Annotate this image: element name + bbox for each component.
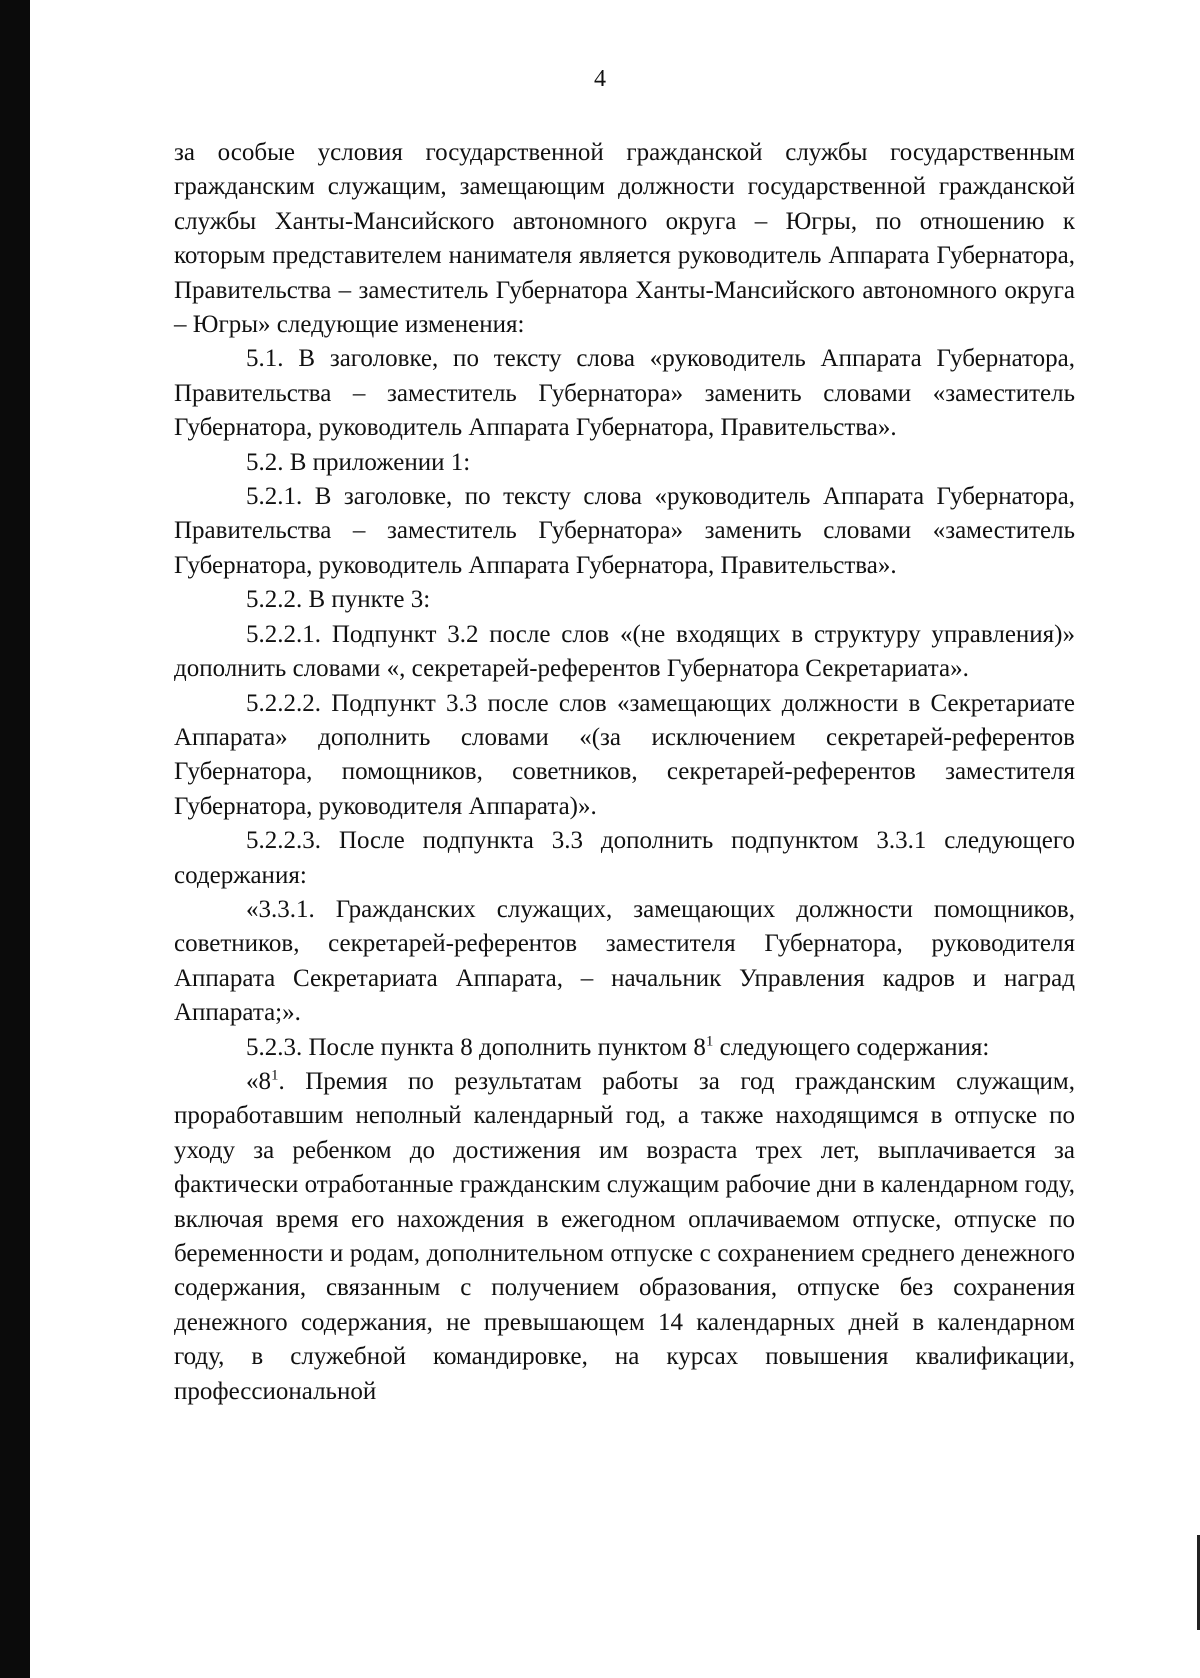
clause-5-2-2-2: 5.2.2.2. Подпункт 3.3 после слов «замещающих должности в Секретариате Аппарата» дополнить словами «(за исключением секретарей-референтов Губернатора, помощников, советников, секретарей-референтов заместителя Губернатора, руководителя Аппарата)». xyxy=(174,689,1075,820)
clause-5-2-3 xyxy=(174,1031,1075,1065)
clause-5-2-3-superscript: 1 xyxy=(705,1033,714,1050)
clause-5-2-2-3: 5.2.2.3. После подпункта 3.3 дополнить подпунктом 3.3.1 следующего содержания: xyxy=(174,827,1075,889)
scan-border-left xyxy=(0,0,30,1678)
clause-3-3-1-quote: «3.3.1. Гражданских служащих, замещающих должности помощников, советников, секретарей-референтов заместителя Губернатора, руководителя Аппарата Секретариата Аппарата, – начальник Управления кадров и наград Аппарата;». xyxy=(174,895,1075,1027)
clause-5-1: 5.1. В заголовке, по тексту слова «руководитель Аппарата Губернатора, Правительства – заместитель Губернатора» заменить словами «заместитель Губернатора, руководитель Аппарата Губернатора, Правительства». xyxy=(174,345,1075,442)
clause-8-1-text: . Премия по результатам работы за год гражданским служащим, проработавшим неполный календарный год, а также находящимся в отпуске по уходу за ребенком до достижения им возраста трех лет, выплачивается за фактически отработанные гражданским служащим рабочие дни в календарном году, включая время его нахождения в ежегодном оплачиваемом отпуске, отпуске по беременности и родам, дополнительном отпуске с сохранением среднего денежного содержания, связанным с получением образования, отпуске без сохранения денежного содержания, не превышающем 14 календарных дней в календарном году, в служебной командировке, на курсах повышения квалификации, профессиональной xyxy=(174,1067,1075,1405)
page-number: 4 xyxy=(594,66,606,92)
clause-5-2: 5.2. В приложении 1: xyxy=(246,448,471,476)
clause-5-2-3-tail: следующего содержания: xyxy=(713,1033,990,1061)
clause-8-1-superscript: 1 xyxy=(271,1067,279,1084)
clause-5-2-3-text: 5.2.3. После пункта 8 дополнить пунктом 8 xyxy=(246,1033,706,1061)
intro-paragraph: за особые условия государственной гражданской службы государственным гражданским служащим, замещающим должности государственной гражданской службы Ханты-Мансийского автономного округа – Югры, по отношению к которым представителем нанимателя является руководитель Аппарата Губернатора, Правительства – заместитель Губернатора Ханты-Мансийского автономного округа – Югры» следующие изменения: xyxy=(174,139,1075,339)
document-body xyxy=(174,136,1075,1409)
clause-8-1-open: «8 xyxy=(246,1067,271,1095)
clause-8-1 xyxy=(174,1065,1075,1409)
clause-5-2-2: 5.2.2. В пункте 3: xyxy=(246,586,431,614)
clause-5-2-1: 5.2.1. В заголовке, по тексту слова «руководитель Аппарата Губернатора, Правительства – заместитель Губернатора» заменить словами «заместитель Губернатора, руководитель Аппарата Губернатора, Правительства». xyxy=(174,483,1075,579)
clause-5-2-2-1: 5.2.2.1. Подпункт 3.2 после слов «(не входящих в структуру управления)» дополнить словами «, секретарей-референтов Губернатора Секретариата». xyxy=(174,620,1075,683)
